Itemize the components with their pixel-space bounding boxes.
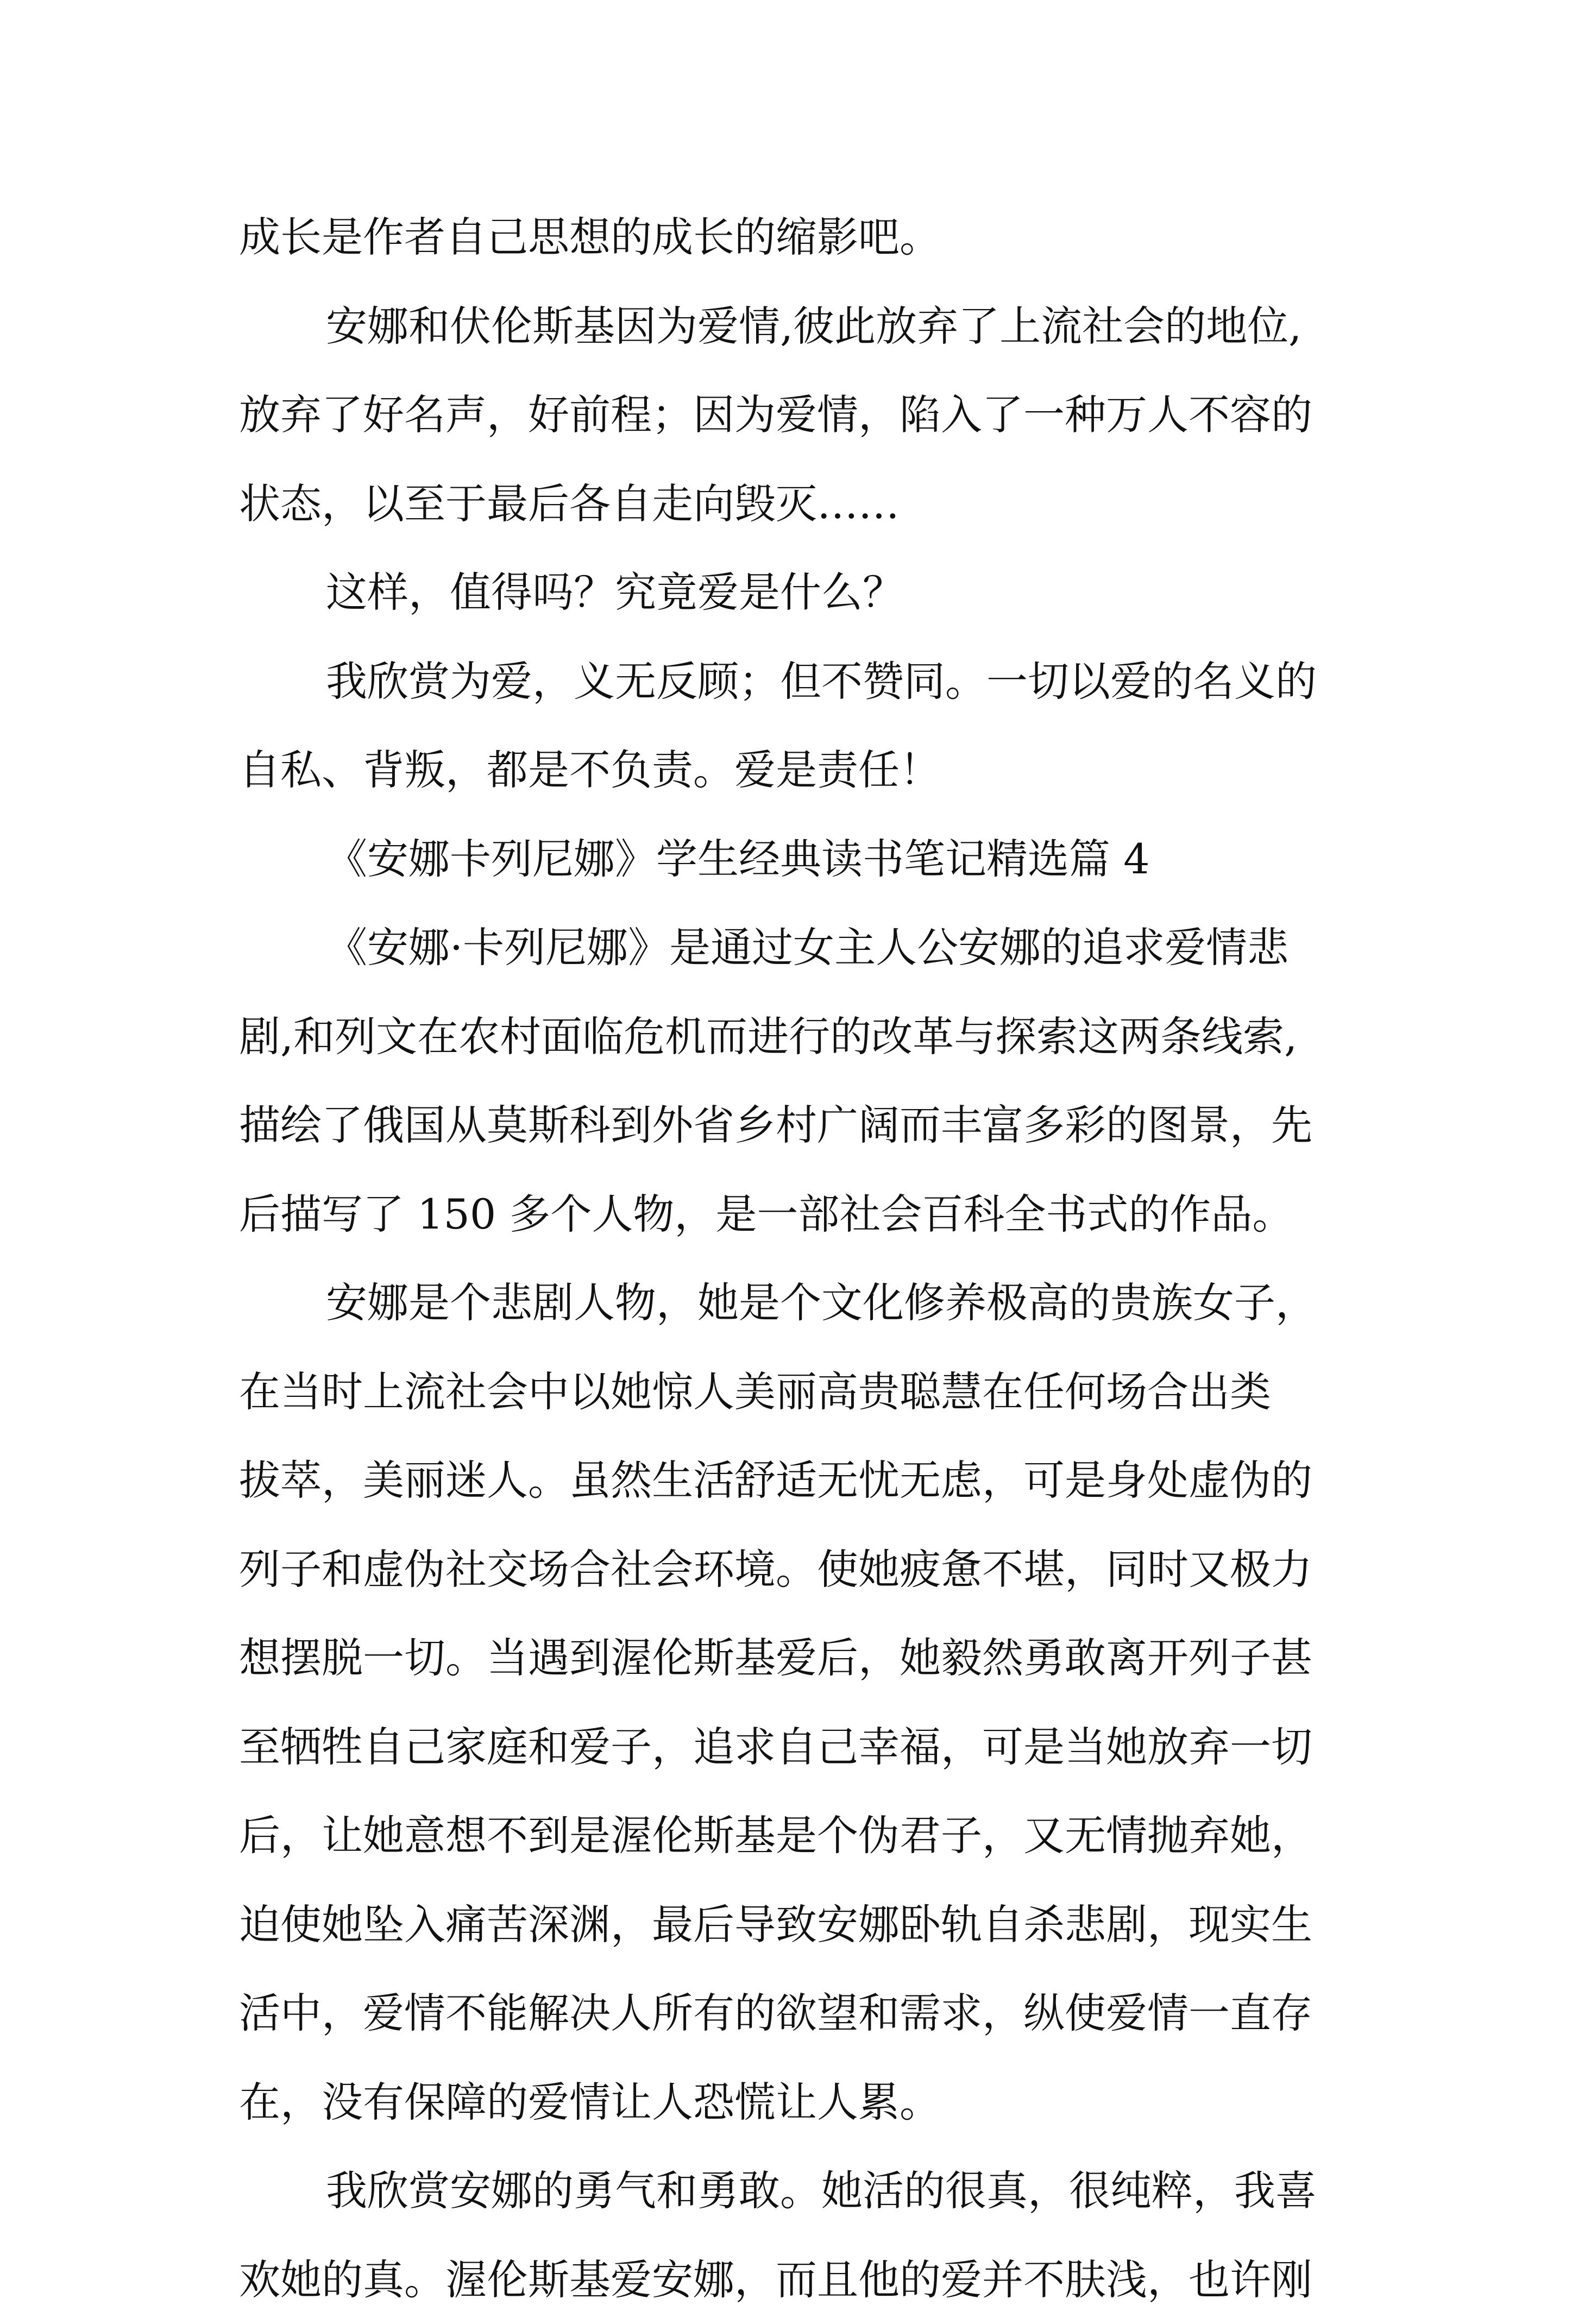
section-heading: 《安娜卡列尼娜》学生经典读书笔记精选篇 4 — [239, 815, 1380, 904]
text-line: 拔萃，美丽迷人。虽然生活舒适无忧无虑，可是身处虚伪的 — [239, 1436, 1380, 1525]
text-line: 我欣赏安娜的勇气和勇敢。她活的很真，很纯粹，我喜 — [239, 2146, 1380, 2235]
document-body — [239, 193, 1380, 2324]
text-line: 剧,和列文在农村面临危机而进行的改革与探索这两条线索, — [239, 992, 1380, 1081]
text-line: 成长是作者自己思想的成长的缩影吧。 — [239, 193, 1380, 282]
text-line: 状态，以至于最后各自走向毁灭…… — [239, 459, 1380, 549]
text-line: 《安娜·卡列尼娜》是通过女主人公安娜的追求爱情悲 — [239, 903, 1380, 992]
text-line: 安娜是个悲剧人物，她是个文化修养极高的贵族女子， — [239, 1258, 1380, 1347]
text-line: 自私、背叛，都是不负责。爱是责任！ — [239, 726, 1380, 815]
text-line: 后描写了 150 多个人物，是一部社会百科全书式的作品。 — [239, 1170, 1380, 1259]
text-line: 我欣赏为爱，义无反顾；但不赞同。一切以爱的名义的 — [239, 637, 1380, 726]
text-line: 迫使她坠入痛苦深渊，最后导致安娜卧轨自杀悲剧，现实生 — [239, 1880, 1380, 1969]
text-line: 在当时上流社会中以她惊人美丽高贵聪慧在任何场合出类 — [239, 1347, 1380, 1437]
text-line: 列子和虚伪社交场合社会环境。使她疲惫不堪，同时又极力 — [239, 1525, 1380, 1614]
text-line: 放弃了好名声，好前程；因为爱情，陷入了一种万人不容的 — [239, 370, 1380, 459]
text-line: 在，没有保障的爱情让人恐慌让人累。 — [239, 2058, 1380, 2147]
text-line: 后，让她意想不到是渥伦斯基是个伪君子，又无情抛弃她， — [239, 1791, 1380, 1880]
text-line: 这样，值得吗？究竟爱是什么？ — [239, 548, 1380, 637]
text-line: 至牺牲自己家庭和爱子，追求自己幸福，可是当她放弃一切 — [239, 1703, 1380, 1792]
text-line: 活中，爱情不能解决人所有的欲望和需求，纵使爱情一直存 — [239, 1969, 1380, 2058]
text-line: 安娜和伏伦斯基因为爱情,彼此放弃了上流社会的地位, — [239, 282, 1380, 371]
text-line: 欢她的真。渥伦斯基爱安娜，而且他的爱并不肤浅，也许刚 — [239, 2235, 1380, 2324]
text-line: 描绘了俄国从莫斯科到外省乡村广阔而丰富多彩的图景，先 — [239, 1081, 1380, 1170]
text-line: 想摆脱一切。当遇到渥伦斯基爱后，她毅然勇敢离开列子甚 — [239, 1614, 1380, 1703]
